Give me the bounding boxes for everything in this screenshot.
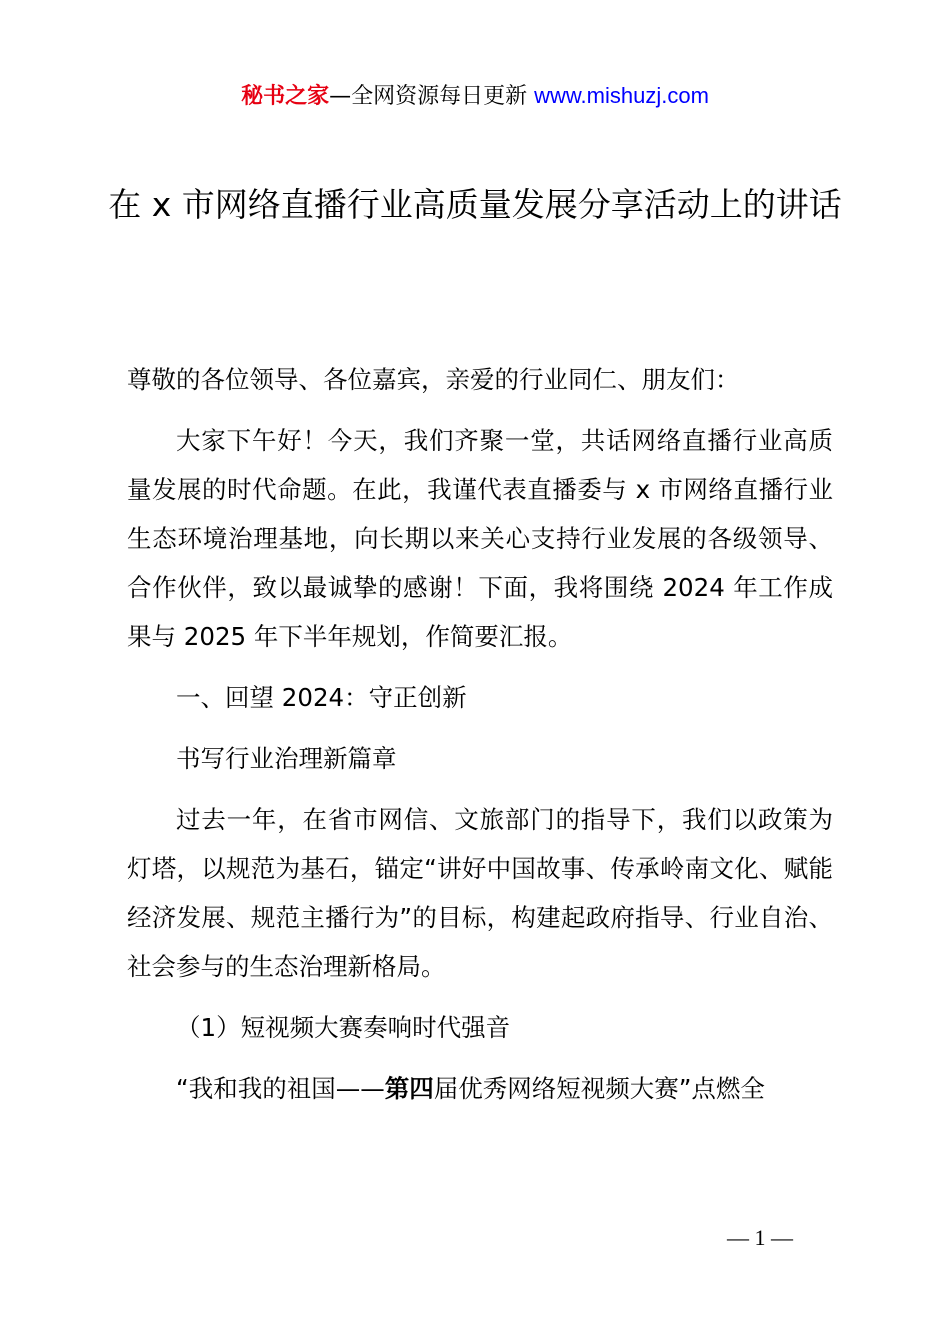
header-banner xyxy=(0,80,950,113)
item-heading: （1）短视频大赛奏响时代强音 xyxy=(176,1013,511,1042)
paragraph-contest xyxy=(127,1064,833,1113)
contest-bold-text: 第四 xyxy=(384,1074,434,1103)
paragraph-greeting: 大家下午好！今天，我们齐聚一堂，共话网络直播行业高质量发展的时代命题。在此，我谨代表直播委与 x 市网络直播行业生态环境治理基地，向长期以来关心支持行业发展的各级领导、合作伙伴，致以最诚挚的感谢！下面，我将围绕 2024 年工作成果与 2025 年下半年规划，作简要汇报。 xyxy=(127,426,833,651)
section-subheading: 书写行业治理新篇章 xyxy=(176,744,397,773)
salutation: 尊敬的各位领导、各位嘉宾，亲爱的行业同仁、朋友们： xyxy=(127,365,740,394)
contest-suffix: 届优秀网络短视频大赛”点燃全 xyxy=(433,1074,765,1103)
site-url-link[interactable]: www.mishuzj.com xyxy=(534,83,709,108)
brand-name: 秘书之家 xyxy=(241,84,330,109)
document-body xyxy=(127,355,833,1125)
paragraph-review: 过去一年，在省市网信、文旅部门的指导下，我们以政策为灯塔，以规范为基石，锚定“讲好中国故事、传承岭南文化、赋能经济发展、规范主播行为”的目标，构建起政府指导、行业自治、社会参与的生态治理新格局。 xyxy=(127,805,833,981)
header-tagline: —全网资源每日更新 xyxy=(329,84,535,109)
page-number: — 1 — xyxy=(727,1225,793,1250)
document-title: 在 x 市网络直播行业高质量发展分享活动上的讲话 xyxy=(108,185,842,224)
contest-prefix: “我和我的祖国—— xyxy=(176,1074,385,1103)
section-heading: 一、回望 2024：守正创新 xyxy=(176,683,467,712)
